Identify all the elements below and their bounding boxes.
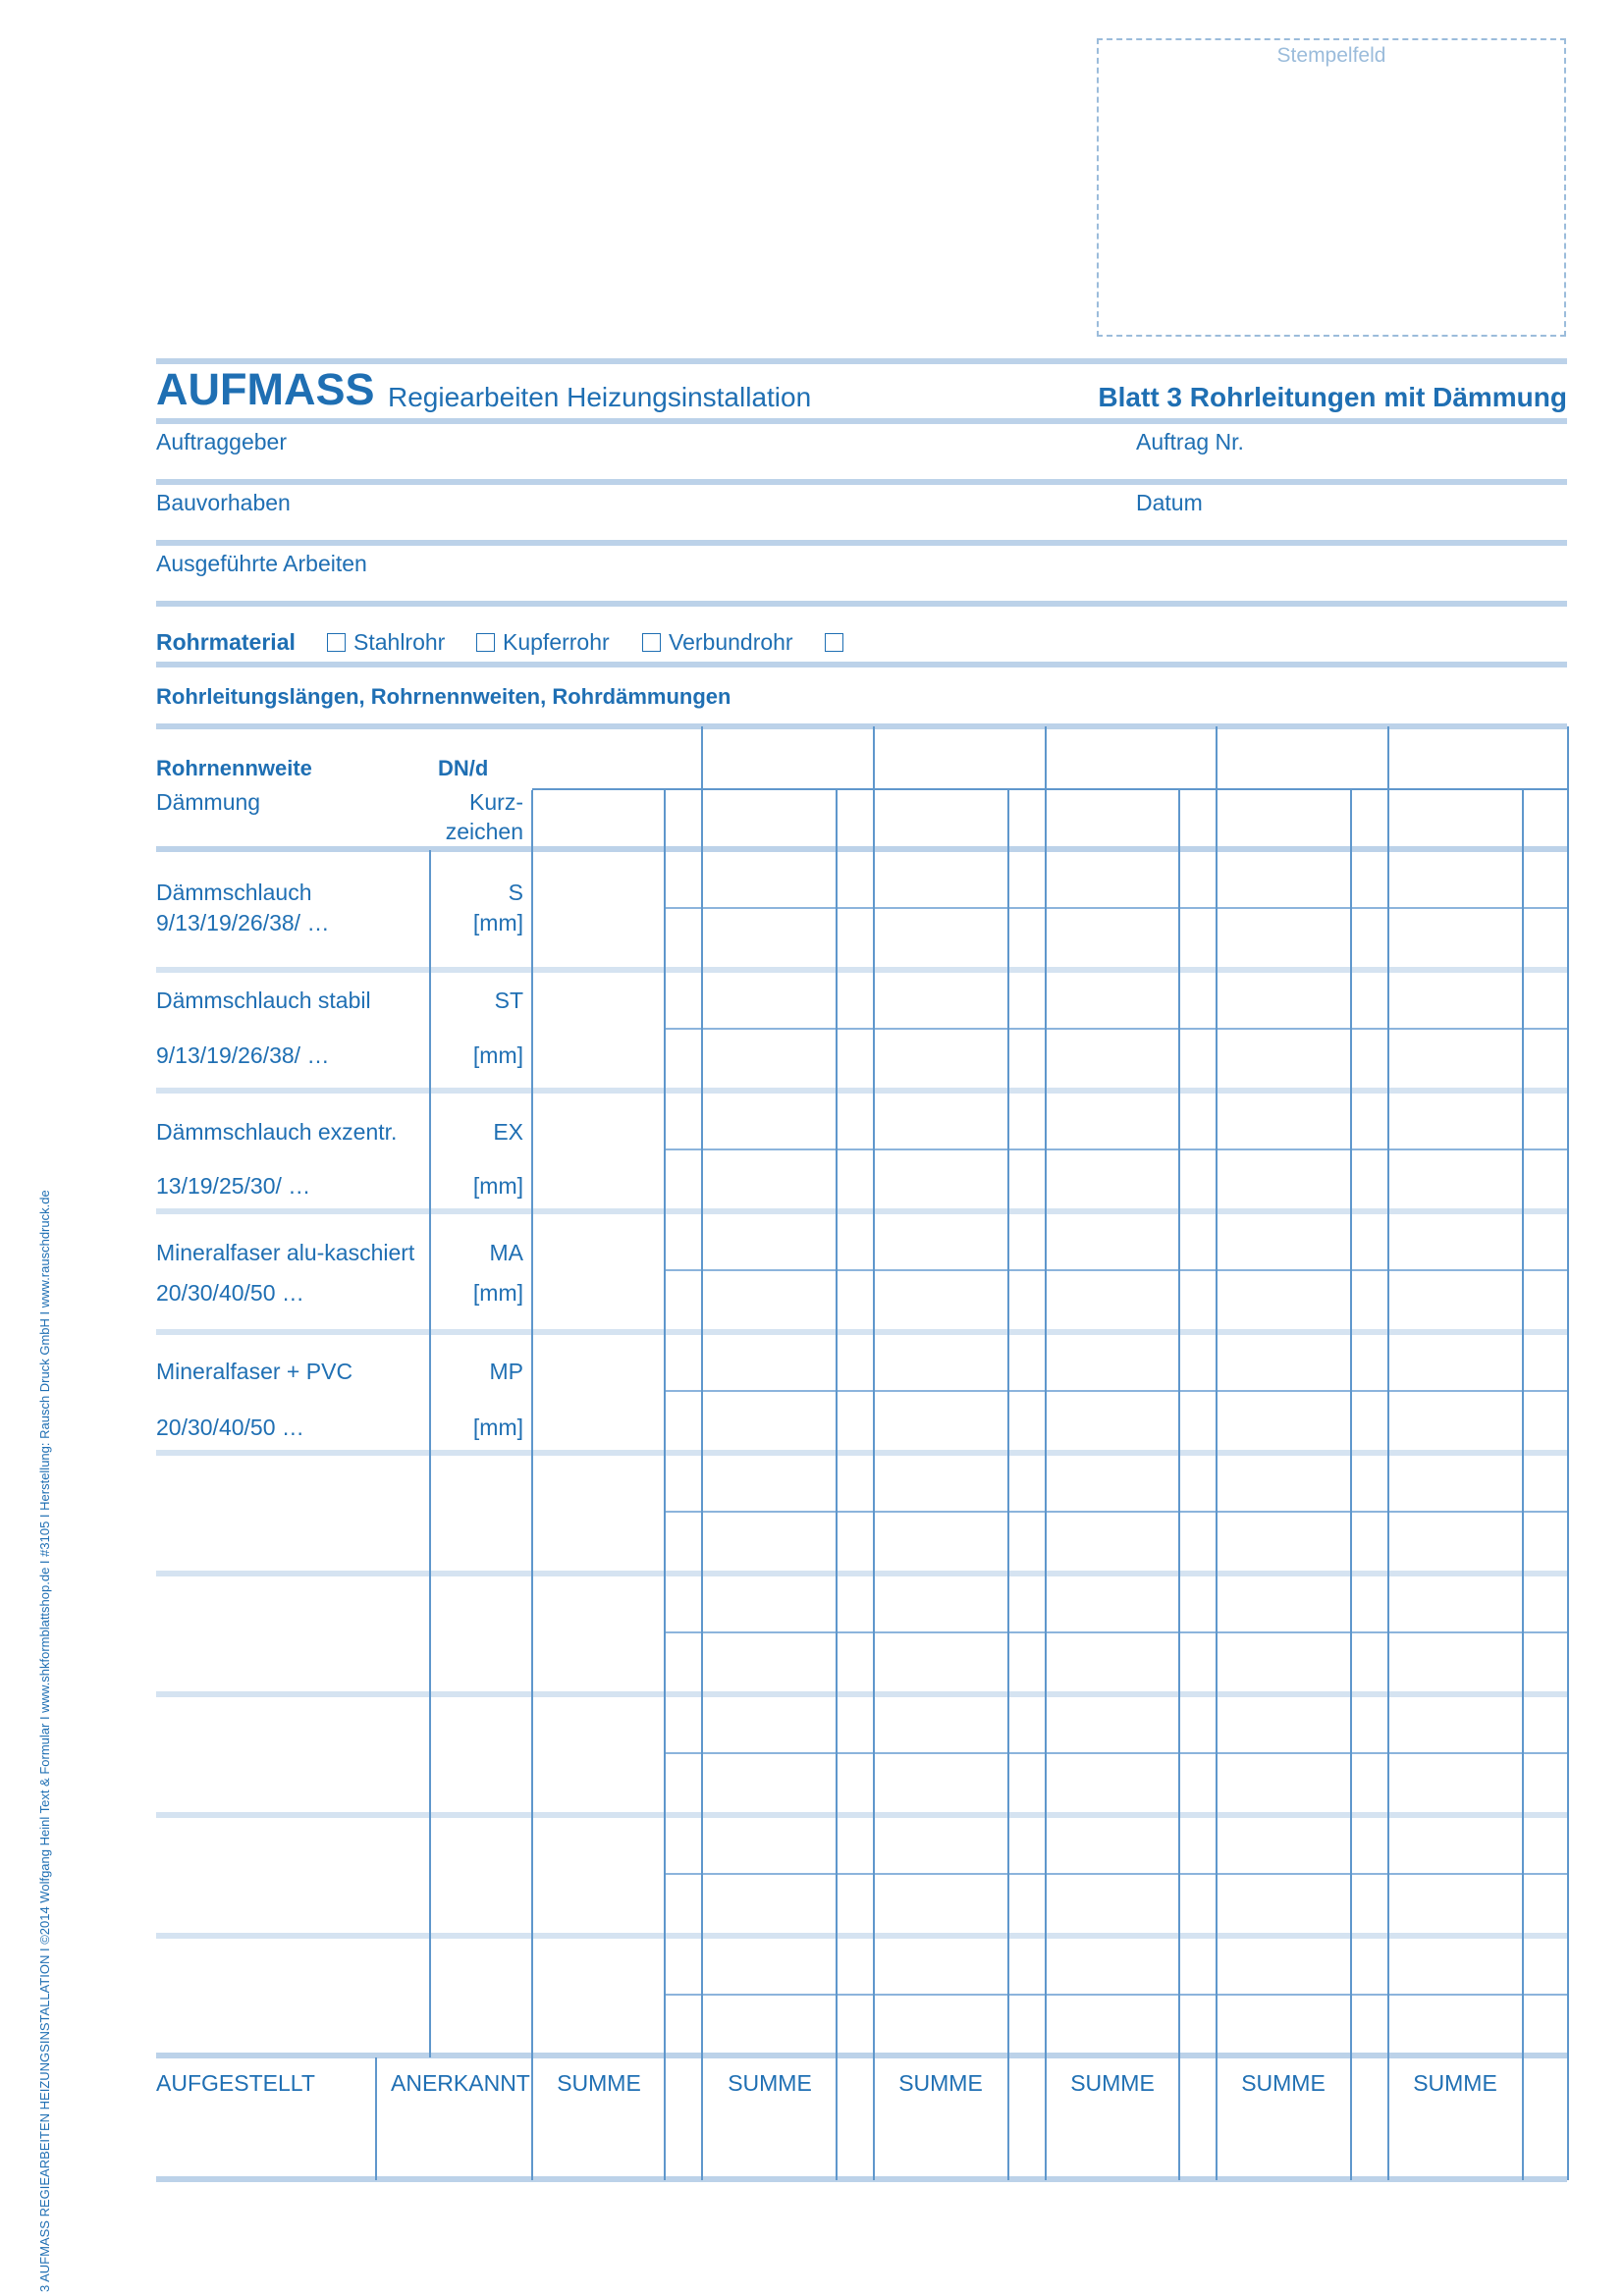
row-rule [156,1088,1567,1094]
composite-pipe-checkbox[interactable] [642,633,661,652]
date-label: Datum [1136,490,1203,515]
steel-pipe-checkbox[interactable] [327,633,346,652]
form-subtitle: Regiearbeiten Heizungsinstallation [388,382,812,412]
row-rule [156,1812,1567,1818]
imprint-text: 3 AUFMASS REGIEARBEITEN HEIZUNGSINSTALLATION I ©2014 Wolfgang Heinl Text & Formular I www.shkformblattshop.de I #3105 I Herstellung: Rausch Druck GmbH I www.rauschdruck.de [37,1190,52,2292]
row-rule [156,1329,1567,1335]
code-col-divider [429,850,431,2057]
row-4-name: Mineralfaser alu-kaschiert [156,1240,415,1265]
order-no-label: Auftrag Nr. [1136,429,1244,454]
row-midline [664,907,1567,909]
row-4-sizes: 20/30/40/50 … [156,1280,304,1306]
table-top-rule [156,723,1567,729]
row-4-code: MA [489,1240,523,1265]
row-2-sizes: 9/13/19/26/38/ … [156,1042,330,1068]
code-label-1: Kurz- [469,789,523,815]
footer-bottom-rule [156,2176,1567,2182]
project-label: Bauvorhaben [156,490,291,515]
nominal-width-label: Rohrnennweite [156,756,312,780]
row-midline [664,1873,1567,1875]
sub-col-divider [1522,790,1524,2180]
sub-col-divider [1350,790,1352,2180]
copper-pipe-checkbox[interactable] [476,633,495,652]
row-3-sizes: 13/19/25/30/ … [156,1173,311,1199]
other-material-checkbox[interactable] [825,633,843,652]
row-1-sizes: 9/13/19/26/38/ … [156,910,330,935]
row-1-unit: [mm] [472,910,523,935]
code-label-2: zeichen [445,819,523,844]
composite-pipe-label: Verbundrohr [669,629,793,655]
row-midline [664,1390,1567,1392]
accepted-by-label: ANERKANNT [391,2070,530,2096]
material-label: Rohrmaterial [156,629,296,655]
client-field-line[interactable] [156,479,1567,485]
row-rule [156,1450,1567,1456]
row-rule [156,1208,1567,1214]
block-divider [1216,726,1218,2180]
sum-label-1: SUMME [557,2070,641,2096]
row-2-name: Dämmschlauch stabil [156,988,371,1013]
stamp-label: Stempelfeld [1276,44,1386,67]
row-1-name: Dämmschlauch [156,880,312,905]
footer-divider [375,2057,377,2180]
copper-pipe-label: Kupferrohr [503,629,610,655]
row-3-name: Dämmschlauch exzentr. [156,1119,398,1145]
row-5-code: MP [489,1359,523,1384]
row-midline [664,1631,1567,1633]
data-top-rule [156,846,1567,852]
row-rule [156,1571,1567,1576]
sum-label-6: SUMME [1413,2070,1497,2096]
sum-label-5: SUMME [1241,2070,1326,2096]
material-rule [156,662,1567,667]
row-midline [664,1148,1567,1150]
sub-col-divider [664,790,666,2180]
work-field-line[interactable] [156,601,1567,607]
block-divider [1387,726,1389,2180]
row-rule [156,967,1567,973]
section-title: Rohrleitungslängen, Rohrnennweiten, Rohrdämmungen [156,684,731,709]
row-rule [156,1691,1567,1697]
sub-col-divider [1178,790,1180,2180]
block-divider [1567,726,1569,2180]
sub-col-divider [1007,790,1009,2180]
row-midline [664,1994,1567,1996]
block-divider [701,726,703,2180]
header-divider [532,788,1567,790]
row-3-unit: [mm] [472,1173,523,1199]
steel-pipe-label: Stahlrohr [353,629,446,655]
row-rule [156,1933,1567,1939]
row-midline [664,1752,1567,1754]
row-midline [664,1269,1567,1271]
values-col-divider [531,790,533,2057]
footer-top-rule [156,2053,1567,2058]
sum-label-4: SUMME [1070,2070,1155,2096]
dn-label: DN/d [438,756,489,780]
created-by-label: AUFGESTELLT [156,2070,315,2096]
row-midline [664,1511,1567,1513]
row-1-code: S [508,880,523,905]
row-2-unit: [mm] [472,1042,523,1068]
work-label: Ausgeführte Arbeiten [156,551,367,576]
block-divider [1045,726,1047,2180]
insulation-label: Dämmung [156,789,261,815]
row-midline [664,1028,1567,1030]
row-5-sizes: 20/30/40/50 … [156,1415,304,1440]
header-bottom-rule [156,418,1567,424]
row-5-unit: [mm] [472,1415,523,1440]
client-label: Auftraggeber [156,429,287,454]
sub-col-divider [836,790,838,2180]
block-divider [873,726,875,2180]
row-4-unit: [mm] [472,1280,523,1306]
sum-label-3: SUMME [898,2070,983,2096]
project-field-line[interactable] [156,540,1567,546]
sum-label-2: SUMME [728,2070,812,2096]
sheet-title: Blatt 3 Rohrleitungen mit Dämmung [1098,382,1567,412]
form-title: AUFMASS [156,364,375,414]
row-2-code: ST [494,988,523,1013]
row-3-code: EX [493,1119,523,1145]
row-5-name: Mineralfaser + PVC [156,1359,353,1384]
stamp-field [1097,38,1566,337]
